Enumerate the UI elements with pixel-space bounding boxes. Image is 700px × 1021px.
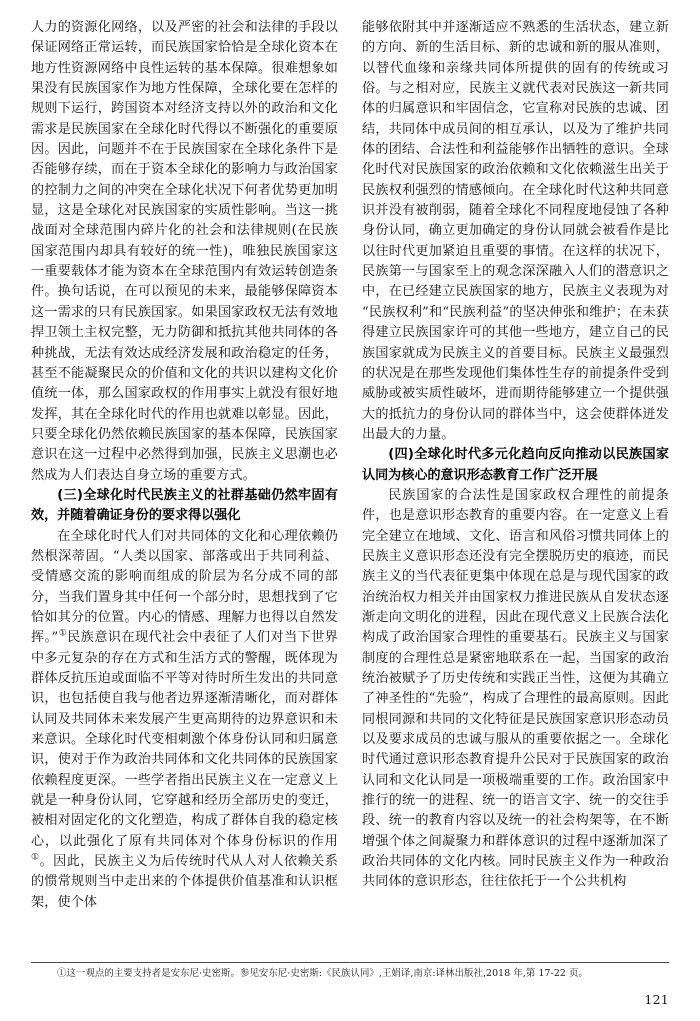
paragraph-left-2 — [31, 527, 338, 914]
footnote-marker-inline-ref: ① — [31, 852, 40, 863]
footnote-text: ①这一观点的主要支持者是安东尼·史密斯。参见安东尼·史密斯:《民族认同》,王娟译,南京:译林出版社,2018 年,第 17-22 页。 — [57, 968, 588, 979]
right-column — [362, 18, 669, 893]
paragraph-left-2-part-a: 在全球化时代人们对共同体的文化和心理依赖仍然根深蒂固。“人类以国家、部落或出于共同利益、受情感交流的影响而组成的阶层为名分成不同的部分，当我们置身其中任何一个部分时，思想找到了它恰如其分的位置。内心的情感、理解力也得以自然发挥。” — [31, 528, 338, 646]
paragraph-left-2-part-c: 。因此，民族主义为后传统时代从人对人依赖关系的惯常规则当中走出来的个体提供价值基准和认识框架，使个体 — [31, 854, 338, 910]
footnote-marker-inline-quote: ① — [58, 628, 68, 639]
page-number: 121 — [644, 992, 669, 1007]
paragraph-left-2-part-b: 民族意识在现代社会中表征了人们对当下世界中多元复杂的存在方式和生活方式的警醒，既体现为群体反抗压迫或面临不平等对待时所生发出的共同意识，也包括使自我与他者边界逐渐清晰化，而对群体认同及共同体未来发展产生更高期待的边界意识和未来意识。全球化时代变相刺激个体身份认同和归属意识，使对于作为政治共同体和文化共同体的民族国家依赖程度更深。一些学者指出民族主义在一定意义上就是一种身份认同，它穿越和经历全部历史的变迁，被相对固定化的文化塑造，构成了群体自我的稳定核心，以此强化了原有共同体对个体身份标识的作用 — [31, 630, 338, 849]
footnote-separator-rule — [31, 962, 669, 963]
paragraph-right-2: 民族国家的合法性是国家政权合理性的前提条件，也是意识形态教育的重要内容。在一定意义上看完全建立在地域、文化、语言和风俗习惯共同体上的民族主义意识形态还没有完全摆脱历史的痕迹，而民族主义的当代表征更集中体现在总是与现代国家的政治统治权力相关并由国家权力推进民族从自发状态逐渐走向文明化的进程，因此在现代意义上民族合法化构成了政治国家合理性的重要基石。民族主义与国家制度的合理性总是紧密地联系在一起，当国家的政治统治被赋予了历史传统和实践正当性，这便为其确立了神圣性的“先验”，构成了合理性的最高原则。因此同根同源和共同的文化特征是民族国家意识形态动员以及要求成员的忠诚与服从的重要依据之一。全球化时代通过意识形态教育提升公民对于民族国家的政治认同和文化认同是一项极端重要的工作。政治国家中推行的统一的进程、统一的语言文字、统一的交往手段、统一的教育内容以及统一的社会构架等，在不断增强个体之间凝聚力和群体意识的过程中逐渐加深了政治共同体的文化内核。同时民族主义作为一种政治共同体的意识形态，往往依托于一个公共机构 — [362, 487, 669, 890]
section-heading-three: (三)全球化时代民族主义的社群基础仍然牢固有效，并随着确证身份的要求得以强化 — [31, 487, 338, 524]
footnote-area — [31, 962, 669, 980]
paragraph-right-1: 能够依附其中并逐渐适应不熟悉的生活状态，建立新的方向、新的生活目标、新的忠诚和新的服从准则，以替代血缘和亲缘共同体所提供的固有的传统或习俗。与之相对应，民族主义就代表对民族这一新共同体的归属意识和牢固信念，它宣称对民族的忠诚、团结，共同体中成员间的相互承认，以及为了维护共同体的团结、合法性和利益能够作出牺牲的意识。全球化时代对民族国家的政治依赖和文化依赖滋生出关于民族权利强烈的情感倾向。在全球化时代这种共同意识并没有被削弱，随着全球化不同程度地侵蚀了各种身份认同，确立更加确定的身份认同就会被看作是比以往时代更加紧迫且重要的事情。在这样的状况下，民族第一与国家至上的观念深深融入人们的潜意识之中，在已经建立民族国家的地方，民族主义表现为对“民族权利”和“民族利益”的坚决伸张和维护；在未获得建立民族国家许可的其他一些地方，建立自己的民族国家就成为民族主义的首要目标。民族主义最强烈的状况是在那些发现他们集体性生存的前提条件受到威胁或被实质性破坏，进而期待能够建立一个提供强大的抵抗力的身份认同的群体当中，这会使群体迸发出最大的力量。 — [362, 20, 669, 442]
two-column-body — [31, 18, 669, 956]
paragraph-left-1: 人力的资源化网络，以及严密的社会和法律的手段以保证网络正常运转，而民族国家恰恰是全球化资本在地方性资源网络中良性运转的基本保障。很难想象如果没有民族国家作为地方性保障，全球化要在怎样的规则下运行，跨国资本对经济支持以外的政治和文化需求是民族国家在全球化时代得以不断强化的重要原因。因此，问题并不在于民族国家在全球化条件下是否能够存续，而在于资本全球化的影响力与政治国家的控制力之间的冲突在全球化状况下何者优势更加明显，这是全球化对民族国家的实质性影响。当这一挑战面对全球范围内碎片化的社会和法律规则(在民族国家范围内却具有较好的统一性)，唯独民族国家这一重要载体才能为资本在全球范围内有效运转创造条件。换句话说，在可以预见的未来，最能够保障资本这一需求的只有民族国家。如果国家政权无法有效地捍卫领土主权完整，无力防御和抵抗其他共同体的各种挑战，无法有效达成经济发展和政治稳定的任务，甚至不能凝聚民众的价值和文化的共识以建构文化价值统一体，那么国家政权的作用事实上就没有很好地发挥，其在全球化时代的作用也就难以彰显。因此，只要全球化仍然依赖民族国家的基本保障，民族国家意识在这一过程中必然得到加强，民族主义思潮也必然成为人们表达自身立场的重要方式。 — [31, 20, 338, 483]
left-column — [31, 18, 338, 913]
section-heading-four: (四)全球化时代多元化趋向反向推动以民族国家认同为核心的意识形态教育工作广泛开展 — [362, 447, 669, 483]
